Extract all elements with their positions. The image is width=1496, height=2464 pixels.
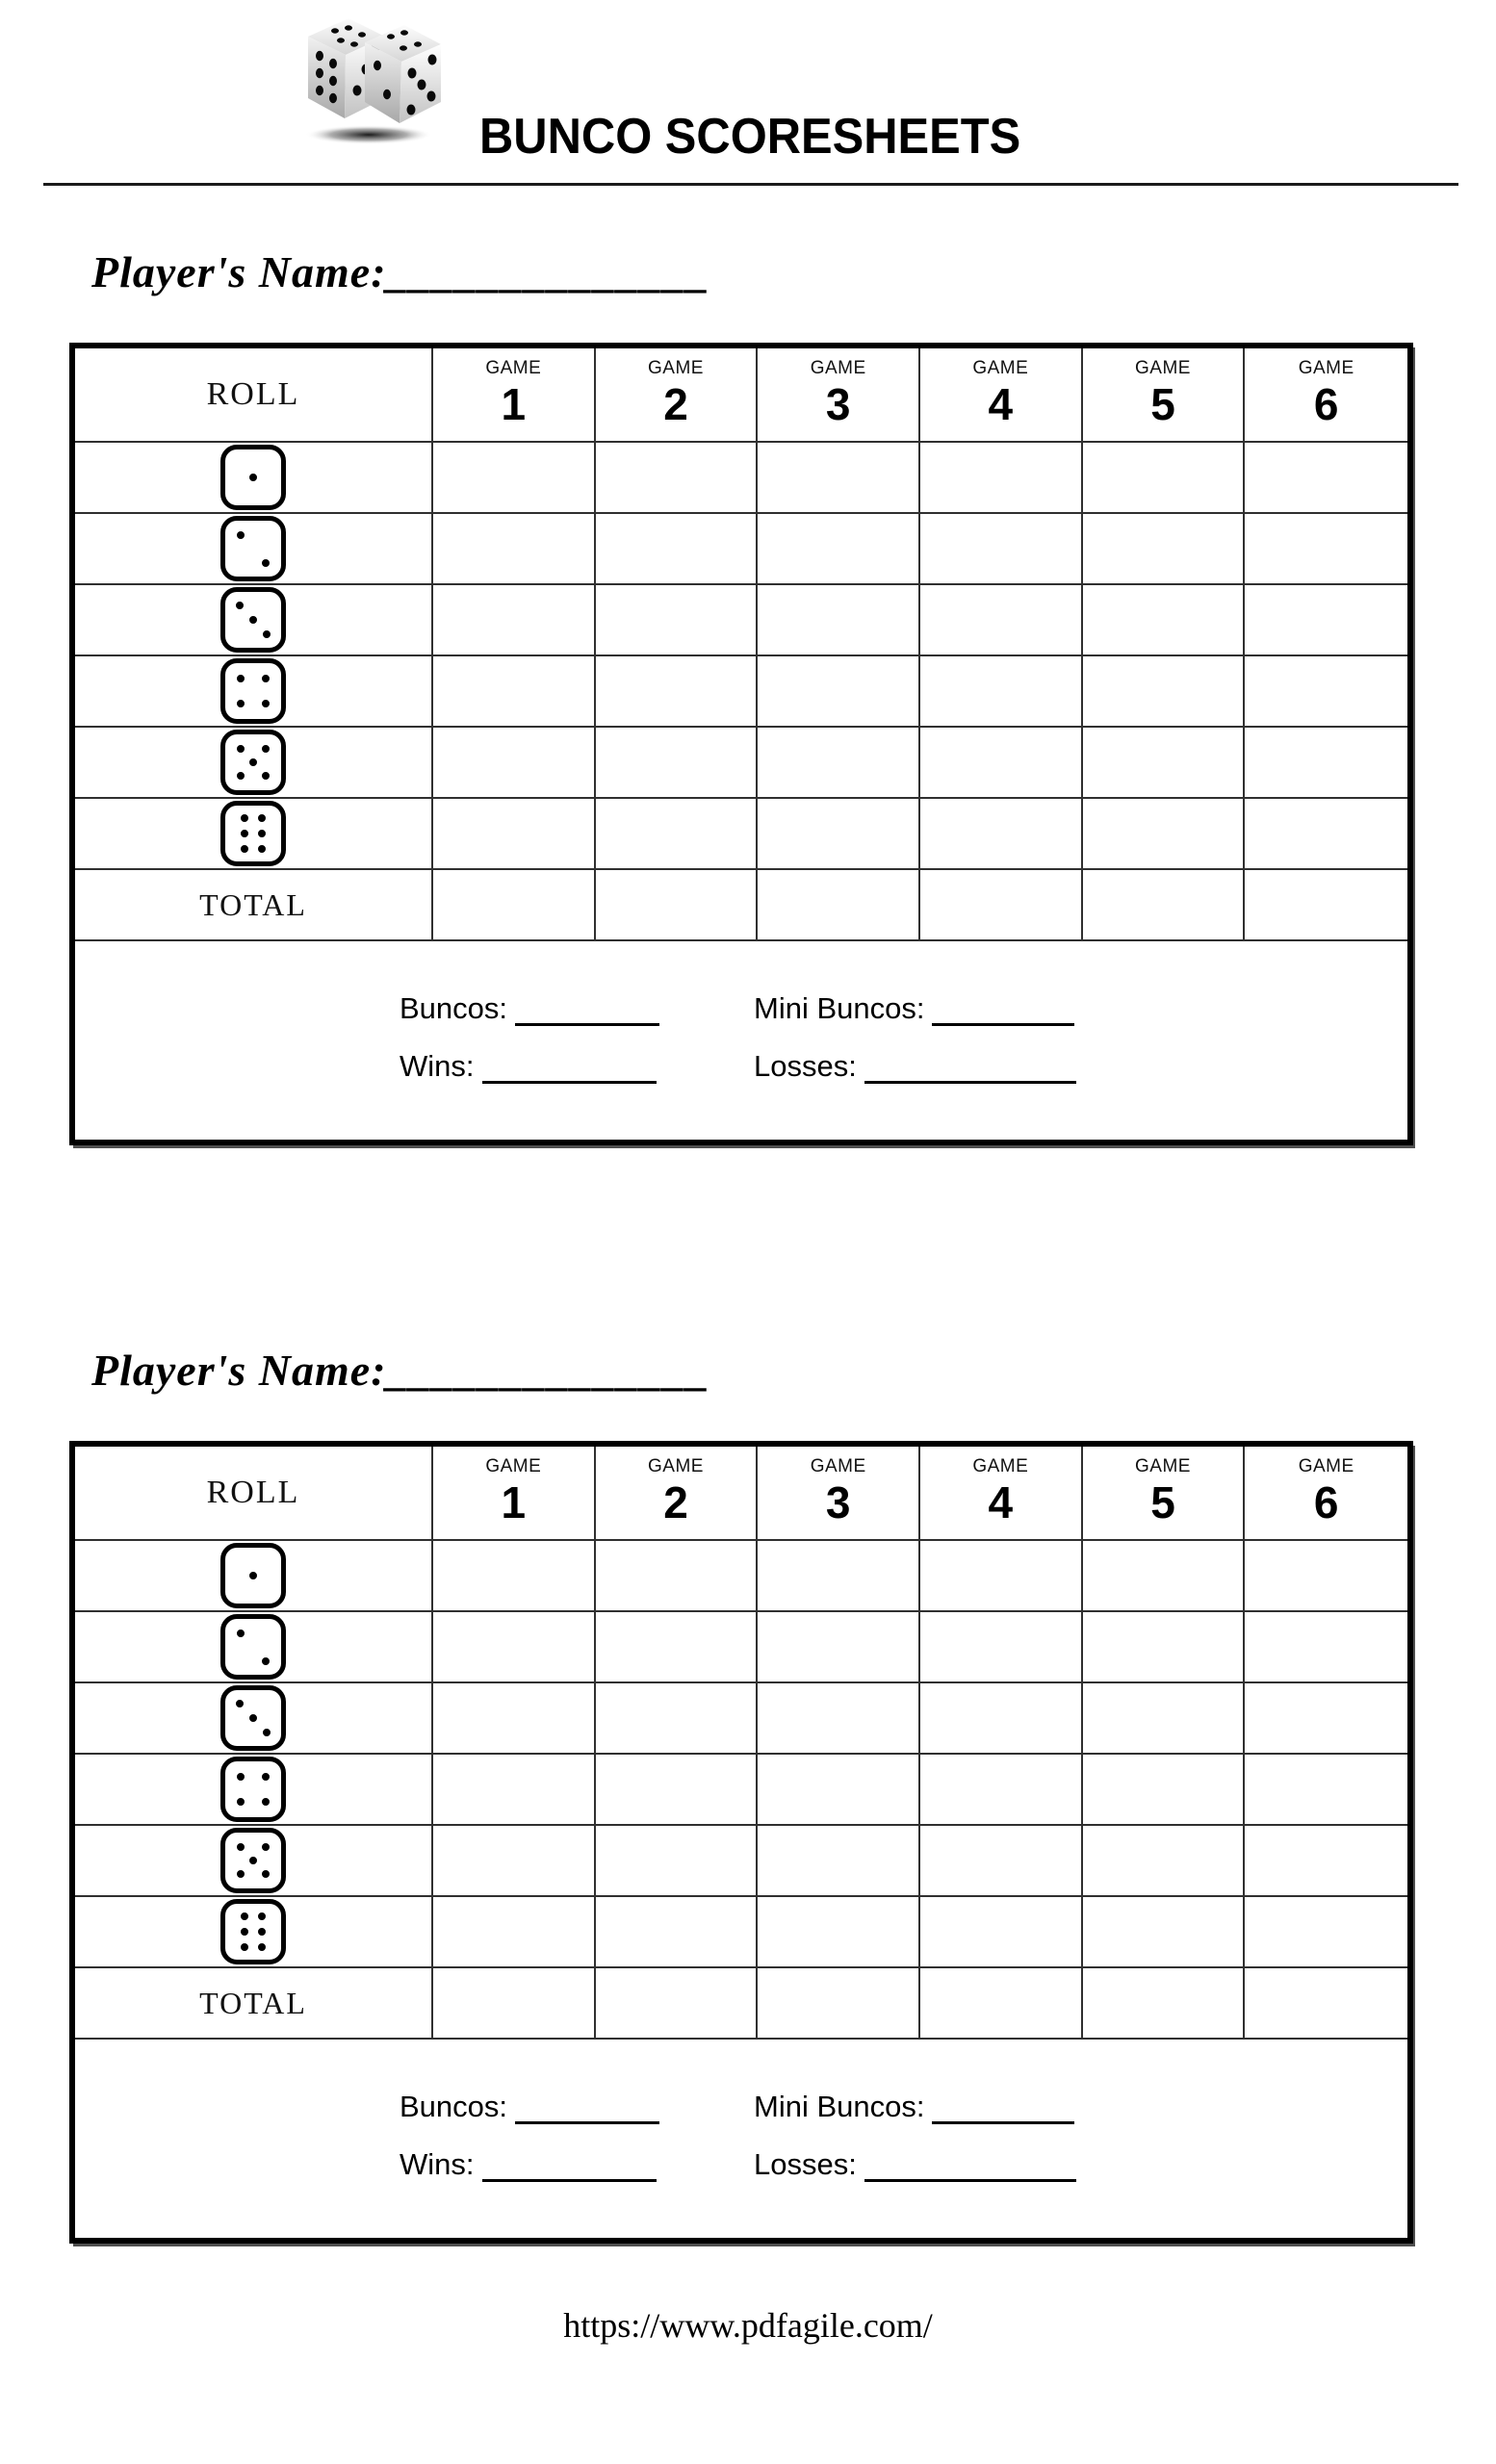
score-cell	[596, 1897, 759, 1968]
buncos-field	[400, 991, 659, 1026]
score-cell	[1245, 443, 1407, 514]
score-cell	[1245, 1612, 1407, 1683]
score-cell	[920, 870, 1083, 941]
score-cell	[596, 1612, 759, 1683]
score-cell	[1083, 1612, 1246, 1683]
score-cell	[920, 1755, 1083, 1826]
game-number: 6	[1313, 1477, 1339, 1527]
score-cell	[596, 1826, 759, 1897]
die-3-icon	[220, 1685, 286, 1751]
die-pip	[241, 1928, 248, 1936]
score-cell	[596, 1755, 759, 1826]
score-cell	[1083, 1968, 1246, 2040]
score-cell	[920, 728, 1083, 799]
score-cell	[433, 1755, 596, 1826]
die-4-icon	[220, 658, 286, 724]
game-3-header	[758, 348, 920, 443]
total-row-label: TOTAL	[75, 870, 433, 941]
score-cell	[920, 1968, 1083, 2040]
die-pip	[262, 700, 270, 707]
game-label: GAME	[485, 1456, 542, 1476]
wins-field	[400, 1049, 657, 1084]
score-cell	[758, 728, 920, 799]
die-pip	[262, 1657, 270, 1665]
die-pip	[258, 1943, 266, 1951]
die-pip	[262, 675, 270, 682]
score-cell	[758, 656, 920, 728]
die-6-icon	[220, 801, 286, 866]
score-cell	[1083, 799, 1246, 870]
score-cell	[758, 443, 920, 514]
die-pip	[241, 1943, 248, 1951]
die-pip	[237, 675, 245, 682]
player-name-blank-line: ______________	[386, 247, 710, 296]
die-pip	[258, 845, 266, 853]
die-pip	[262, 745, 270, 753]
game-6-header	[1245, 1447, 1407, 1541]
game-4-header	[920, 348, 1083, 443]
die-pip	[237, 1773, 245, 1781]
score-cell	[920, 799, 1083, 870]
score-cell	[1083, 514, 1246, 585]
losses-field	[754, 1049, 1076, 1084]
die-pip	[258, 1912, 266, 1920]
roll-row-die-4	[75, 1755, 433, 1826]
die-pip	[237, 772, 245, 780]
footer	[0, 2305, 1496, 2346]
score-cell	[596, 728, 759, 799]
total-row-label: TOTAL	[75, 1968, 433, 2040]
mini-buncos-label: Mini Buncos:	[754, 991, 925, 1025]
mini-buncos-blank-line	[932, 2121, 1074, 2124]
scoresheet-1	[69, 244, 1413, 1145]
game-number: 4	[988, 1477, 1014, 1527]
score-cell	[433, 1612, 596, 1683]
mini-buncos-label: Mini Buncos:	[754, 2090, 925, 2123]
game-1-header	[433, 1447, 596, 1541]
die-pip	[236, 1700, 244, 1707]
page-header	[0, 0, 1496, 186]
score-grid	[75, 348, 1407, 941]
roll-row-die-1	[75, 443, 433, 514]
score-cell	[433, 443, 596, 514]
losses-label: Losses:	[754, 1049, 857, 1083]
score-cell	[1245, 1897, 1407, 1968]
die-6-icon	[220, 1899, 286, 1964]
die-3-icon	[220, 587, 286, 653]
die-pip	[249, 474, 257, 481]
score-cell	[920, 1541, 1083, 1612]
score-cell	[1083, 585, 1246, 656]
die-pip	[237, 700, 245, 707]
die-pip	[237, 745, 245, 753]
score-cell	[758, 1755, 920, 1826]
score-cell	[596, 443, 759, 514]
score-cell	[920, 1826, 1083, 1897]
game-label: GAME	[810, 1456, 866, 1476]
roll-row-die-6	[75, 1897, 433, 1968]
buncos-label: Buncos:	[400, 991, 508, 1025]
die-pip	[241, 814, 248, 822]
game-label: GAME	[810, 358, 866, 378]
score-cell	[1083, 728, 1246, 799]
mini-buncos-field	[754, 2090, 1074, 2124]
score-cell	[433, 1826, 596, 1897]
die-4-icon	[220, 1757, 286, 1822]
die-1-icon	[220, 445, 286, 510]
die-pip	[249, 1714, 257, 1722]
die-pip	[241, 1912, 248, 1920]
game-label: GAME	[972, 1456, 1029, 1476]
score-cell	[433, 870, 596, 941]
die-pip	[263, 630, 271, 638]
score-cell	[758, 1612, 920, 1683]
score-cell	[1245, 585, 1407, 656]
game-number: 3	[825, 1477, 851, 1527]
score-cell	[758, 799, 920, 870]
buncos-label: Buncos:	[400, 2090, 508, 2123]
roll-row-die-4	[75, 656, 433, 728]
score-cell	[433, 1541, 596, 1612]
score-cell	[433, 799, 596, 870]
game-number: 5	[1150, 379, 1175, 429]
die-pip	[258, 830, 266, 837]
player-name-blank-line: ______________	[386, 1346, 710, 1395]
die-pip	[249, 616, 257, 624]
game-3-header	[758, 1447, 920, 1541]
roll-row-die-3	[75, 585, 433, 656]
wins-blank-line	[482, 1081, 657, 1084]
score-cell	[596, 799, 759, 870]
game-label: GAME	[485, 358, 542, 378]
roll-row-die-5	[75, 1826, 433, 1897]
scorecard	[69, 1441, 1413, 2244]
score-cell	[596, 1968, 759, 2040]
two-dice-logo-icon	[268, 2, 465, 146]
roll-row-die-1	[75, 1541, 433, 1612]
score-cell	[433, 514, 596, 585]
stats-area	[75, 2040, 1407, 2238]
score-cell	[1245, 656, 1407, 728]
score-cell	[920, 656, 1083, 728]
game-number: 6	[1313, 379, 1339, 429]
game-number: 1	[501, 1477, 527, 1527]
footer-url: https://www.pdfagile.com/	[563, 2306, 933, 2345]
die-pip	[262, 1843, 270, 1851]
roll-row-die-5	[75, 728, 433, 799]
score-cell	[1083, 1755, 1246, 1826]
score-cell	[758, 514, 920, 585]
score-cell	[920, 514, 1083, 585]
roll-column-header: ROLL	[75, 348, 433, 443]
scorecard	[69, 343, 1413, 1145]
mini-buncos-field	[754, 991, 1074, 1026]
die-pip	[258, 1928, 266, 1936]
buncos-field	[400, 2090, 659, 2124]
stats-area	[75, 941, 1407, 1140]
score-cell	[1083, 1826, 1246, 1897]
wins-blank-line	[482, 2179, 657, 2182]
roll-row-die-6	[75, 799, 433, 870]
score-cell	[1083, 656, 1246, 728]
game-2-header	[596, 1447, 759, 1541]
die-pip	[237, 1843, 245, 1851]
player-name-label: Player's Name:	[91, 1346, 387, 1395]
score-grid	[75, 1447, 1407, 2040]
score-cell	[1245, 1541, 1407, 1612]
die-1-icon	[220, 1543, 286, 1608]
wins-label: Wins:	[400, 1049, 475, 1083]
mini-buncos-blank-line	[932, 1023, 1074, 1026]
buncos-blank-line	[515, 2121, 659, 2124]
roll-row-die-3	[75, 1683, 433, 1755]
die-pip	[262, 1798, 270, 1806]
losses-field	[754, 2147, 1076, 2182]
scoresheet-2	[69, 1342, 1413, 2244]
game-label: GAME	[1135, 1456, 1191, 1476]
game-5-header	[1083, 1447, 1246, 1541]
game-number: 3	[825, 379, 851, 429]
game-label: GAME	[1298, 1456, 1354, 1476]
score-cell	[596, 870, 759, 941]
score-cell	[1245, 799, 1407, 870]
die-5-icon	[220, 1828, 286, 1893]
score-cell	[758, 870, 920, 941]
die-pip	[249, 1572, 257, 1579]
score-cell	[1245, 1968, 1407, 2040]
die-pip	[236, 602, 244, 609]
die-pip	[241, 830, 248, 837]
score-cell	[1083, 1683, 1246, 1755]
score-cell	[758, 1541, 920, 1612]
score-cell	[433, 585, 596, 656]
game-label: GAME	[1298, 358, 1354, 378]
wins-label: Wins:	[400, 2147, 475, 2181]
player-name-label: Player's Name:	[91, 247, 387, 296]
game-number: 2	[663, 1477, 688, 1527]
die-pip	[263, 1729, 271, 1736]
score-cell	[1083, 1897, 1246, 1968]
game-1-header	[433, 348, 596, 443]
game-4-header	[920, 1447, 1083, 1541]
score-cell	[1083, 870, 1246, 941]
score-cell	[596, 1683, 759, 1755]
score-cell	[1245, 1755, 1407, 1826]
score-cell	[1083, 1541, 1246, 1612]
score-cell	[920, 1612, 1083, 1683]
player-name-row	[91, 1342, 1413, 1399]
score-cell	[433, 1897, 596, 1968]
score-cell	[920, 585, 1083, 656]
score-cell	[758, 585, 920, 656]
game-number: 1	[501, 379, 527, 429]
game-number: 2	[663, 379, 688, 429]
game-6-header	[1245, 348, 1407, 443]
score-cell	[433, 728, 596, 799]
game-number: 5	[1150, 1477, 1175, 1527]
game-2-header	[596, 348, 759, 443]
score-cell	[1083, 443, 1246, 514]
score-cell	[920, 1897, 1083, 1968]
score-cell	[596, 1541, 759, 1612]
score-cell	[433, 656, 596, 728]
roll-row-die-2	[75, 1612, 433, 1683]
score-cell	[1245, 1826, 1407, 1897]
score-cell	[1245, 870, 1407, 941]
die-pip	[262, 1870, 270, 1878]
game-number: 4	[988, 379, 1014, 429]
die-pip	[258, 814, 266, 822]
die-pip	[241, 845, 248, 853]
game-label: GAME	[1135, 358, 1191, 378]
score-cell	[1245, 1683, 1407, 1755]
score-cell	[920, 443, 1083, 514]
score-cell	[596, 656, 759, 728]
die-5-icon	[220, 730, 286, 795]
page-title: BUNCO SCORESHEETS	[479, 109, 1021, 165]
die-pip	[262, 559, 270, 567]
score-cell	[433, 1968, 596, 2040]
die-pip	[262, 772, 270, 780]
die-pip	[262, 1773, 270, 1781]
score-cell	[596, 514, 759, 585]
score-cell	[1245, 728, 1407, 799]
die-pip	[249, 758, 257, 766]
roll-column-header: ROLL	[75, 1447, 433, 1541]
roll-row-die-2	[75, 514, 433, 585]
score-cell	[758, 1683, 920, 1755]
losses-label: Losses:	[754, 2147, 857, 2181]
die-pip	[249, 1857, 257, 1864]
die-pip	[237, 1798, 245, 1806]
die-2-icon	[220, 516, 286, 581]
buncos-blank-line	[515, 1023, 659, 1026]
wins-field	[400, 2147, 657, 2182]
game-label: GAME	[972, 358, 1029, 378]
score-cell	[758, 1826, 920, 1897]
die-2-icon	[220, 1614, 286, 1680]
losses-blank-line	[864, 2179, 1076, 2182]
game-label: GAME	[648, 358, 704, 378]
die-pip	[237, 1870, 245, 1878]
player-name-row	[91, 244, 1413, 301]
score-cell	[920, 1683, 1083, 1755]
game-label: GAME	[648, 1456, 704, 1476]
die-pip	[237, 531, 245, 539]
game-5-header	[1083, 348, 1246, 443]
die-pip	[237, 1630, 245, 1637]
header-divider	[43, 183, 1458, 186]
losses-blank-line	[864, 1081, 1076, 1084]
score-cell	[596, 585, 759, 656]
score-cell	[758, 1897, 920, 1968]
score-cell	[1245, 514, 1407, 585]
score-cell	[758, 1968, 920, 2040]
score-cell	[433, 1683, 596, 1755]
